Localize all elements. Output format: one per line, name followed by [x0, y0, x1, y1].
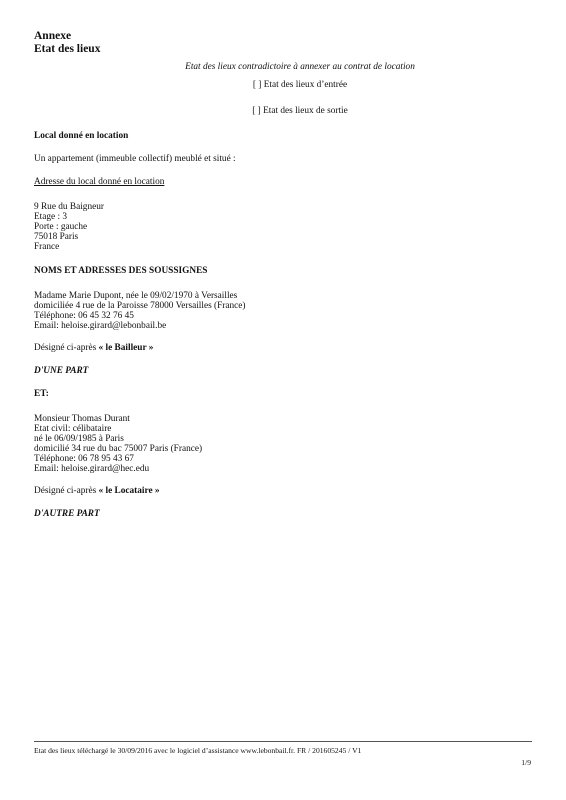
address-line: 75018 Paris — [34, 232, 79, 242]
checkbox-box[interactable]: [ ] — [252, 106, 261, 116]
locataire-role: « le Locataire » — [98, 486, 160, 496]
address-line: Porte : gauche — [34, 222, 88, 232]
document-subtitle: Etat des lieux contradictoire à annexer au contrat de location — [185, 62, 415, 72]
bailleur-line: Madame Marie Dupont, née le 09/02/1970 à Versailles — [34, 291, 238, 301]
address-line: 9 Rue du Baigneur — [34, 202, 104, 212]
document-page — [34, 30, 534, 520]
locataire-line: Téléphone: 06 78 95 43 67 — [34, 454, 134, 464]
bailleur-designation — [34, 343, 534, 354]
page-number: 1/9 — [521, 758, 531, 767]
checkbox-label: Etat des lieux d’entrée — [263, 80, 348, 90]
une-part-label: D'UNE PART — [34, 366, 89, 376]
et-label: ET: — [34, 389, 49, 399]
bailleur-role: « le Bailleur » — [98, 343, 154, 353]
locataire-line: Etat civil: célibataire — [34, 424, 112, 434]
bailleur-line: Téléphone: 06 45 32 76 45 — [34, 311, 134, 321]
annex-title: Annexe — [34, 30, 72, 42]
locataire-block — [34, 414, 534, 474]
checkbox-label: Etat des lieux de sortie — [263, 106, 348, 116]
locataire-line: Monsieur Thomas Durant — [34, 414, 130, 424]
footer-text: Etat des lieux téléchargé le 30/09/2016 avec le logiciel d’assistance www.lebonbail.fr. FR / 201605245 / V1 — [34, 746, 362, 755]
locataire-designation — [34, 486, 534, 497]
designation-prefix: Désigné ci-après — [34, 343, 99, 353]
address-line: France — [34, 242, 60, 252]
bailleur-line: Email: heloise.girard@lebonbail.be — [34, 321, 167, 331]
checkbox-sortie[interactable] — [34, 106, 534, 117]
local-heading: Local donné en location — [34, 131, 129, 141]
checkbox-entree[interactable] — [34, 80, 534, 91]
locataire-line: domicilié 34 rue du bac 75007 Paris (France) — [34, 444, 203, 454]
designation-prefix: Désigné ci-après — [34, 486, 99, 496]
address-label: Adresse du local donné en location — [34, 177, 165, 187]
address-block — [34, 202, 534, 252]
footer-divider — [34, 741, 532, 742]
locataire-line: Email: heloise.girard@hec.edu — [34, 464, 150, 474]
document-title: Etat des lieux — [34, 42, 101, 55]
locataire-line: né le 06/09/1985 à Paris — [34, 434, 124, 444]
soussignes-heading: NOMS ET ADRESSES DES SOUSSIGNES — [34, 266, 208, 276]
bailleur-block — [34, 291, 534, 331]
autre-part-label: D'AUTRE PART — [34, 509, 100, 519]
checkbox-box[interactable]: [ ] — [252, 80, 262, 90]
bailleur-line: domiciliée 4 rue de la Paroisse 78000 Versailles (France) — [34, 301, 246, 311]
address-line: Etage : 3 — [34, 212, 68, 222]
local-description: Un appartement (immeuble collectif) meublé et situé : — [34, 154, 236, 164]
